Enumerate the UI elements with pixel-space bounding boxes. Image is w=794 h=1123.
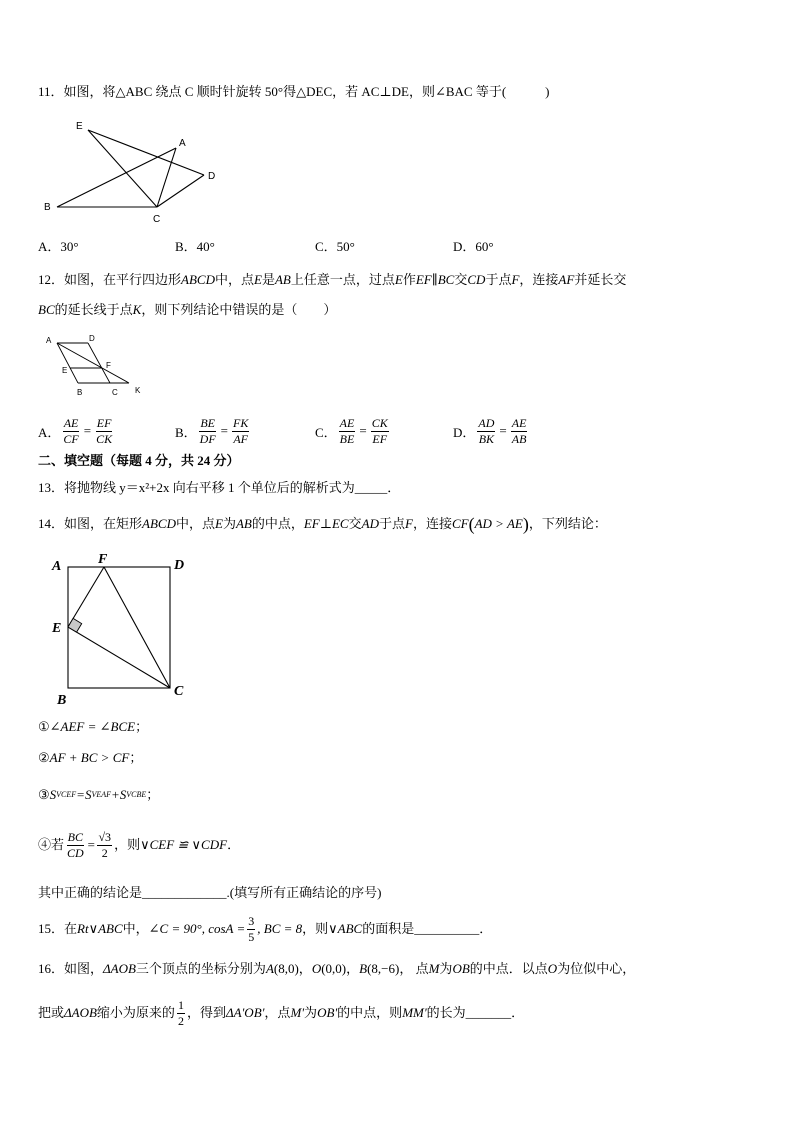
- math-term: S: [49, 787, 57, 802]
- point-label-B: B: [57, 693, 67, 708]
- fraction-denominator: AF: [233, 431, 249, 446]
- question-text: 15．在: [38, 921, 78, 936]
- segment-EC: [68, 627, 170, 688]
- fraction-numerator: EF: [96, 415, 112, 430]
- q12-figure: [42, 333, 150, 399]
- math-term: CD: [467, 272, 486, 287]
- fraction: [66, 830, 85, 861]
- point-label-B: B: [77, 388, 83, 397]
- q14-conclusion-1: [38, 716, 778, 738]
- question-text: 12．如图，在平行四边形: [38, 272, 182, 287]
- fraction-denominator: BE: [339, 431, 355, 446]
- fraction: [97, 830, 112, 861]
- fraction-numerator: AE: [339, 415, 355, 430]
- point-label-E: E: [52, 621, 62, 636]
- point-label-C: C: [153, 214, 161, 225]
- math-term: K: [132, 302, 142, 317]
- equals-sign: =: [499, 423, 507, 438]
- q12-option-a: [38, 412, 168, 450]
- math-term: F: [511, 272, 520, 287]
- point-label-C: C: [112, 388, 118, 397]
- question-text: ，得到: [186, 1005, 226, 1020]
- question-text: ，则: [302, 921, 329, 936]
- q11-option-b: B．40°: [175, 239, 215, 254]
- question-text: 于点: [485, 272, 512, 287]
- question-text: 三个顶点的坐标分别为: [135, 961, 266, 976]
- math-term: E: [214, 516, 223, 531]
- math-term: CF: [451, 516, 469, 531]
- q15-stem: [38, 910, 778, 948]
- q11-option-d: D．60°: [453, 239, 494, 254]
- fraction-denominator: BK: [478, 431, 495, 446]
- q12-stem-line2: [38, 299, 778, 321]
- option-label: A．: [38, 424, 61, 440]
- fraction: [511, 416, 528, 447]
- fraction-numerator: BC: [67, 829, 84, 844]
- conclusion-number: ①: [38, 719, 50, 734]
- question-text: 是: [261, 272, 275, 287]
- point-label-D: D: [174, 558, 185, 573]
- point-label-E: E: [62, 366, 68, 375]
- segment-EC: [88, 130, 157, 207]
- math-term: ∨CEF ≌ ∨CDF: [140, 837, 228, 852]
- question-text: ．: [227, 837, 241, 852]
- question-text: 为: [222, 516, 236, 531]
- fraction: [177, 998, 185, 1029]
- fraction-denominator: 5: [248, 929, 255, 944]
- fraction-numerator: FK: [233, 415, 249, 430]
- math-term: ΔAOB: [64, 1005, 97, 1020]
- option-label: C．: [315, 424, 337, 440]
- fraction: [477, 416, 495, 447]
- question-text: 的中点，则: [337, 1005, 403, 1020]
- q12-option-b: [175, 412, 305, 450]
- question-text: 的中点，: [251, 516, 304, 531]
- option-label: D．: [453, 424, 476, 440]
- math-term: MM': [402, 1005, 427, 1020]
- question-text: ，则: [114, 837, 141, 852]
- question-text: (8,−6)， 点: [367, 961, 429, 976]
- math-term: EC: [331, 516, 349, 531]
- option-label: B．: [175, 424, 197, 440]
- question-text: 的长为_______．: [426, 1005, 525, 1020]
- question-text: 为: [439, 961, 453, 976]
- math-term: +: [110, 787, 120, 802]
- question-text: ；: [129, 750, 143, 765]
- question-text: 交: [348, 516, 362, 531]
- fraction-numerator: 1: [177, 997, 184, 1012]
- question-text: 14．如图，在矩形: [38, 516, 143, 531]
- equals-sign: =: [220, 423, 229, 438]
- q14-conclusion-4: [38, 826, 778, 864]
- question-text: ，则下列结论中错误的是（ ）: [141, 302, 337, 317]
- math-term: ∠C = 90°, cosA =: [148, 921, 246, 936]
- math-term: S: [84, 787, 92, 802]
- math-term: AD > AE: [474, 516, 523, 531]
- fraction-denominator: 2: [101, 845, 108, 860]
- point-label-E: E: [76, 121, 83, 132]
- segment-CD: [157, 175, 204, 207]
- open-paren: (: [468, 514, 475, 534]
- rectangle-ABCD: [68, 567, 170, 688]
- fraction: [95, 416, 113, 447]
- question-text: 交: [454, 272, 468, 287]
- question-text: 中，: [122, 921, 149, 936]
- math-term: , BC = 8: [257, 921, 303, 936]
- question-text: 缩小为原来的: [96, 1005, 175, 1020]
- q11-figure: [40, 115, 225, 227]
- math-term: AD: [361, 516, 379, 531]
- math-term: O: [547, 961, 558, 976]
- math-term: E: [394, 272, 403, 287]
- fraction: [339, 416, 356, 447]
- conclusion-number: ②: [38, 750, 50, 765]
- q14-conclusion-2: [38, 747, 778, 769]
- q11-stem: 11．如图，将△ABC 绕点 C 顺时针旋转 50°得△DEC，若 AC⊥DE，则∠BAC 等于( ): [38, 84, 550, 99]
- q16-stem-line1: [38, 958, 778, 980]
- question-text: 作: [402, 272, 416, 287]
- point-label-K: K: [135, 386, 141, 395]
- close-paren: ): [522, 514, 529, 534]
- equals-sign: =: [86, 837, 96, 852]
- segment-ED: [88, 130, 204, 175]
- math-term: A: [265, 961, 274, 976]
- math-term: S: [119, 787, 127, 802]
- question-text: 为位似中心，: [557, 961, 636, 976]
- point-label-C: C: [174, 684, 184, 699]
- fraction-denominator: EF: [372, 431, 388, 446]
- fraction-numerator: 3: [248, 913, 255, 928]
- q13-stem: 13．将抛物线 y＝x²+2x 向右平移 1 个单位后的解析式为_____．: [38, 480, 401, 495]
- question-text: ，连接: [412, 516, 452, 531]
- math-term: ∨ABC: [328, 921, 363, 936]
- q12-option-c: [315, 412, 445, 450]
- question-text: (8,0)，: [273, 961, 312, 976]
- fraction-numerator: BE: [200, 415, 215, 430]
- math-term: ΔA'OB': [225, 1005, 265, 1020]
- question-text: ，连接: [519, 272, 559, 287]
- question-text: ，下列结论：: [528, 516, 607, 531]
- fraction: [371, 416, 389, 447]
- question-text: 中，点: [175, 516, 215, 531]
- question-text: 的中点．以点: [469, 961, 548, 976]
- fraction-numerator: AD: [478, 415, 495, 430]
- question-text: 16．如图，: [38, 961, 104, 976]
- question-text: 并延长交: [574, 272, 627, 287]
- fraction-denominator: CD: [67, 845, 84, 860]
- question-text: 的延长线于点: [54, 302, 133, 317]
- math-term: M: [428, 961, 440, 976]
- point-label-D: D: [208, 171, 216, 182]
- fraction-numerator: AE: [63, 415, 79, 430]
- math-term: B: [359, 961, 368, 976]
- fraction: [247, 914, 255, 945]
- section-heading: 二、填空题（每题 4 分，共 24 分）: [38, 453, 240, 468]
- question-text: ，点: [264, 1005, 291, 1020]
- math-term: M': [290, 1005, 305, 1020]
- fraction-numerator: √3: [98, 829, 112, 844]
- question-text: 把或: [38, 1005, 65, 1020]
- question-text: ；: [146, 787, 160, 802]
- fraction: [232, 416, 249, 447]
- perpendicular-symbol: ⊥: [319, 516, 332, 531]
- math-term: EF: [303, 516, 320, 531]
- point-label-A: A: [46, 336, 52, 345]
- math-term: OB': [317, 1005, 338, 1020]
- point-label-F: F: [98, 552, 108, 567]
- math-term: AF + BC > CF: [49, 750, 130, 765]
- math-term: ABCD: [142, 516, 176, 531]
- math-term: EF: [415, 272, 432, 287]
- math-term: ∠AEF = ∠BCE: [49, 719, 136, 734]
- point-label-A: A: [179, 138, 186, 149]
- q14-figure: [48, 548, 193, 710]
- point-label-D: D: [89, 334, 95, 343]
- math-term: =: [76, 787, 85, 802]
- fraction-denominator: DF: [199, 431, 216, 446]
- q16-stem-line2: [38, 994, 778, 1032]
- math-term: ΔAOB: [103, 961, 136, 976]
- q11-option-a: A．30°: [38, 239, 79, 254]
- q12-stem-line1: [38, 269, 778, 291]
- math-term: OB: [452, 961, 470, 976]
- question-text: 为: [304, 1005, 318, 1020]
- q12-option-d: [453, 412, 583, 450]
- parallel-symbol: ∥: [431, 272, 438, 287]
- question-text: 于点: [378, 516, 405, 531]
- q14-conclusion-3: ③ S VCEF = S VEAF + S VCBE ；: [38, 782, 778, 808]
- fraction-denominator: CK: [96, 431, 113, 446]
- equals-sign: =: [83, 423, 92, 438]
- math-term: ABCD: [181, 272, 215, 287]
- fraction: [62, 416, 79, 447]
- fraction-denominator: AB: [511, 431, 527, 446]
- question-text: 上任意一点，过点: [290, 272, 395, 287]
- equals-sign: =: [359, 423, 367, 438]
- question-text: (0,0)，: [321, 961, 360, 976]
- conclusion-number: ③: [38, 787, 50, 802]
- question-text: ④若: [38, 837, 65, 852]
- question-text: 中，点: [214, 272, 254, 287]
- math-term: O: [311, 961, 322, 976]
- math-term: AF: [558, 272, 575, 287]
- math-term: BC: [38, 302, 55, 317]
- fraction-numerator: CK: [371, 415, 388, 430]
- segment-AC: [157, 148, 176, 207]
- math-term: F: [404, 516, 413, 531]
- q14-answer-line: 其中正确的结论是_____________.(填写所有正确结论的序号): [38, 885, 382, 900]
- fraction-denominator: 2: [177, 1013, 184, 1028]
- math-term: AB: [235, 516, 252, 531]
- question-text: ；: [135, 719, 149, 734]
- point-label-F: F: [106, 361, 111, 370]
- math-term: Rt∨ABC: [77, 921, 123, 936]
- point-label-A: A: [52, 559, 62, 574]
- question-text: 的面积是__________．: [362, 921, 493, 936]
- segment-FC: [104, 567, 170, 688]
- math-term: AB: [274, 272, 291, 287]
- fraction: [199, 416, 217, 447]
- q14-stem: [38, 511, 778, 537]
- q11-option-c: C．50°: [315, 239, 355, 254]
- point-label-B: B: [44, 202, 51, 213]
- math-term: E: [253, 272, 262, 287]
- right-angle-marker: [68, 618, 82, 632]
- fraction-denominator: CF: [63, 431, 79, 446]
- math-term: BC: [437, 272, 455, 287]
- fraction-numerator: AE: [511, 415, 527, 430]
- segment-EF: [68, 567, 104, 627]
